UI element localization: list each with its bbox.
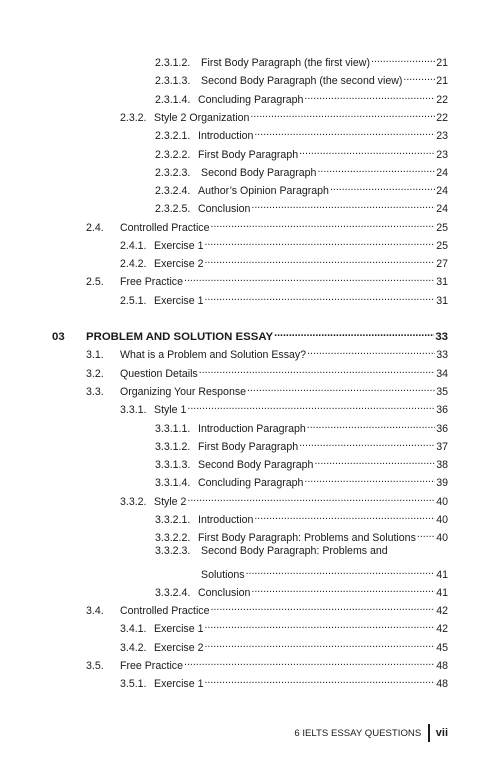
toc-entry-page: 48 [436,660,448,672]
dot-leader [211,215,436,231]
toc-entry-number: 2.5. [86,276,104,288]
dot-leader [307,342,435,358]
dot-leader [299,142,435,158]
toc-entry[interactable] [120,635,448,654]
dot-leader [307,416,435,432]
toc-entry-number: 3.4.2. [120,642,147,654]
toc-entry-number: 3.3.1. [120,404,147,416]
toc-entry-page: 40 [436,514,448,526]
toc-entry-title: Controlled Practice [120,605,210,617]
dot-leader [204,288,435,304]
page-number: vii [435,727,448,739]
toc-entry-title: First Body Paragraph: Problems and Solutions [198,532,416,544]
toc-entry[interactable] [155,507,448,526]
toc-entry-number: 3.3.1.1. [155,423,191,435]
dot-leader [187,397,435,413]
toc-entry[interactable] [120,616,448,635]
chapter-number: 03 [52,331,65,343]
dot-leader [250,105,435,121]
toc-entry[interactable] [86,653,448,672]
toc-entry-page: 40 [436,496,448,508]
dot-leader [254,507,435,523]
toc-entry-title: Controlled Practice [120,222,210,234]
toc-entry-title: Concluding Paragraph [198,94,304,106]
toc-entry-title: Exercise 1 [154,240,204,252]
toc-entry-title: Exercise 2 [154,258,204,270]
toc-entry-page: 23 [436,130,448,142]
dot-leader [204,635,435,651]
dot-leader [403,68,435,84]
toc-entry[interactable] [155,470,448,489]
toc-entry-page: 40 [436,532,448,544]
dot-leader [304,470,435,486]
toc-entry-page: 36 [436,404,448,416]
toc-chapter-heading[interactable] [52,324,448,343]
toc-entry-number: 2.5.1. [120,295,147,307]
toc-entry-number: 3.4. [86,605,104,617]
toc-entry-page: 41 [436,587,448,599]
chapter-page: 33 [435,331,448,343]
toc-entry-number: 2.3.2.1. [155,130,191,142]
toc-entry-title: Style 2 Organization [154,112,250,124]
toc-entry-number: 3.3.1.2. [155,441,191,453]
toc-entry-number: 2.3.2.5. [155,203,191,215]
toc-entry-number: 2.3.2.2. [155,149,191,161]
toc-entry[interactable] [155,525,448,544]
toc-entry-page: 31 [436,276,448,288]
toc-entry[interactable] [155,416,448,435]
toc-entry-page: 24 [436,167,448,179]
toc-entry[interactable] [86,361,448,380]
toc-entry-number: 2.3.2.3. [155,167,191,179]
toc-entry-page: 33 [436,349,448,361]
dot-leader [184,653,435,669]
toc-entry-title: Question Details [120,368,198,380]
toc-entry-page: 34 [436,368,448,380]
toc-entry-title: Second Body Paragraph: Problems and [201,545,388,557]
toc-entry[interactable] [120,288,448,307]
toc-entry-title: First Body Paragraph [198,441,299,453]
toc-entry-title: Exercise 1 [154,623,204,635]
toc-entry-page: 22 [436,94,448,106]
toc-entry-title: Organizing Your Response [120,386,247,398]
toc-entry-number: 3.3.2.1. [155,514,191,526]
toc-entry-page: 24 [436,185,448,197]
toc-entry-page: 41 [436,569,448,581]
toc-entry-number: 3.3.2.2. [155,532,191,544]
toc-entry-number: 2.3.1.4. [155,94,191,106]
toc-entry-number: 3.3.2. [120,496,147,508]
toc-entry[interactable] [155,123,448,142]
toc-entry-number: 2.4.2. [120,258,147,270]
toc-entry-title: Second Body Paragraph [201,167,317,179]
page-footer [294,724,448,742]
toc-entry-title: Exercise 1 [154,678,204,690]
dot-leader [251,196,435,212]
toc-entry-title: Solutions [201,569,245,581]
toc-entry[interactable] [86,215,448,234]
toc-entry-number: 3.2. [86,368,104,380]
toc-entry-page: 22 [436,112,448,124]
toc-entry-page: 42 [436,623,448,635]
toc-entry-title: Exercise 1 [154,295,204,307]
toc-entry[interactable] [86,342,448,361]
toc-entry[interactable] [155,452,448,471]
toc-entry[interactable] [120,397,448,416]
toc-entry-page: 37 [436,441,448,453]
toc-entry-page: 45 [436,642,448,654]
toc-entry[interactable] [86,269,448,288]
dot-leader [317,160,435,176]
toc-entry-title: Style 1 [154,404,187,416]
toc-entry-number: 3.1. [86,349,104,361]
toc-entry-number: 3.3.1.3. [155,459,191,471]
toc-entry-title: First Body Paragraph [198,149,299,161]
book-title: 6 IELTS ESSAY QUESTIONS [294,727,422,739]
toc-entry-title: Introduction [198,514,254,526]
toc-entry-title: Free Practice [120,660,183,672]
dot-leader [204,671,435,687]
toc-entry[interactable] [155,142,448,161]
toc-entry-page: 21 [436,57,448,69]
toc-entry[interactable] [155,50,448,69]
toc-entry-page: 31 [436,295,448,307]
toc-entry[interactable] [120,671,448,690]
dot-leader [204,616,435,632]
toc-entry-page: 23 [436,149,448,161]
footer-divider [428,724,430,742]
toc-entry[interactable] [155,580,448,599]
dot-leader [184,269,435,285]
dot-leader [251,580,435,596]
toc-entry[interactable] [120,251,448,270]
toc-entry-page: 25 [436,240,448,252]
toc-entry-title: Conclusion [198,587,251,599]
toc-entry-number: 3.3.2.3. [155,545,191,557]
dot-leader [371,50,435,66]
toc-entry[interactable] [155,543,448,559]
toc-entry-title: What is a Problem and Solution Essay? [120,349,307,361]
toc-entry[interactable] [155,196,448,215]
toc-entry-page: 21 [436,75,448,87]
toc-entry-page: 38 [436,459,448,471]
dot-leader [299,434,435,450]
chapter-title: PROBLEM AND SOLUTION ESSAY [86,331,274,343]
toc-entry[interactable] [155,68,448,87]
dot-leader [204,251,435,267]
toc-entry-continuation[interactable] [201,562,448,581]
toc-entry-page: 24 [436,203,448,215]
dot-leader [199,361,435,377]
dot-leader [204,233,435,249]
toc-entry[interactable] [120,233,448,252]
dot-leader [417,525,435,541]
toc-entry-page: 42 [436,605,448,617]
toc-entry-number: 2.3.2. [120,112,147,124]
toc-entry-page: 39 [436,477,448,489]
toc-entry-number: 3.3.2.4. [155,587,191,599]
toc-entry[interactable] [86,379,448,398]
toc-entry[interactable] [155,87,448,106]
toc-entry-number: 3.3. [86,386,104,398]
toc-entry-title: Free Practice [120,276,183,288]
toc-entry-title: Introduction Paragraph [198,423,306,435]
toc-entry-title: Style 2 [154,496,187,508]
toc-entry-title: Author’s Opinion Paragraph [198,185,329,197]
toc-entry-page: 27 [436,258,448,270]
toc-entry-page: 35 [436,386,448,398]
toc-entry[interactable] [155,160,448,179]
toc-entry-number: 3.5. [86,660,104,672]
toc-entry[interactable] [120,489,448,508]
toc-entry-title: Concluding Paragraph [198,477,304,489]
toc-entry-number: 2.3.1.3. [155,75,191,87]
toc-entry[interactable] [155,434,448,453]
toc-entry-number: 3.4.1. [120,623,147,635]
dot-leader [304,87,435,103]
toc-entry-page: 48 [436,678,448,690]
toc-entry-number: 3.5.1. [120,678,147,690]
toc-entry-title: Second Body Paragraph (the second view) [201,75,403,87]
dot-leader [314,452,435,468]
dot-leader [330,178,435,194]
dot-leader [274,324,434,340]
toc-entry-title: Introduction [198,130,254,142]
toc-entry-number: 2.3.2.4. [155,185,191,197]
toc-entry-number: 2.4.1. [120,240,147,252]
dot-leader [247,379,435,395]
toc-entry-title: First Body Paragraph (the first view) [201,57,370,69]
toc-entry-page: 25 [436,222,448,234]
toc-entry-number: 2.3.1.2. [155,57,191,69]
dot-leader [246,562,436,578]
toc-entry[interactable] [155,178,448,197]
toc-entry-number: 2.4. [86,222,104,234]
toc-entry-number: 3.3.1.4. [155,477,191,489]
dot-leader [187,489,435,505]
dot-leader [211,598,436,614]
toc-entry-title: Exercise 2 [154,642,204,654]
toc-entry-page: 36 [436,423,448,435]
toc-entry-title: Conclusion [198,203,251,215]
dot-leader [254,123,435,139]
toc-entry[interactable] [120,105,448,124]
toc-entry[interactable] [86,598,448,617]
toc-entry-title: Second Body Paragraph [198,459,314,471]
